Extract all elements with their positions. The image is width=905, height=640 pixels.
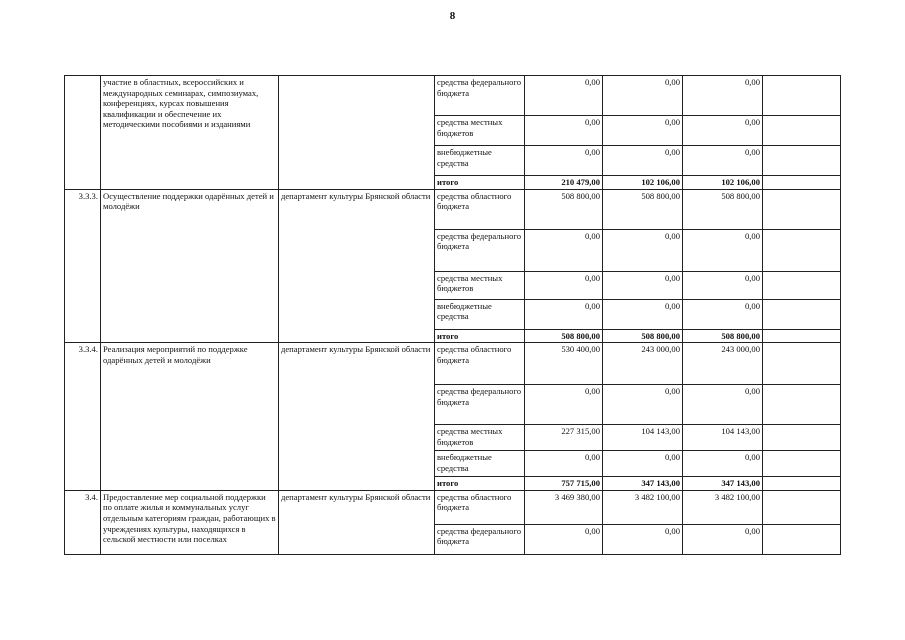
value-cell-3: 0,00 [683,524,763,554]
value-cell-2: 104 143,00 [603,425,683,451]
funding-source-cell: средства местных бюджетов [435,116,525,146]
funding-source-cell: средства областного бюджета [435,343,525,385]
value-cell-3: 3 482 100,00 [683,490,763,524]
value-cell-1: 227 315,00 [525,425,603,451]
executor-cell: департамент культуры Брянской области [279,189,435,343]
value-cell-2: 0,00 [603,146,683,176]
value-cell-3: 347 143,00 [683,477,763,491]
funding-source-cell: средства федерального бюджета [435,524,525,554]
value-cell-1: 530 400,00 [525,343,603,385]
value-cell-2: 508 800,00 [603,189,683,229]
value-cell-3: 0,00 [683,271,763,299]
table-body [65,76,841,555]
value-cell-2: 3 482 100,00 [603,490,683,524]
value-cell-2: 0,00 [603,229,683,271]
funding-source-cell: средства местных бюджетов [435,271,525,299]
executor-cell: департамент культуры Брянской области [279,343,435,491]
item-name-cell: Осуществление поддержки одарённых детей и молодёжи [101,189,279,343]
value-cell-2: 0,00 [603,76,683,116]
funding-source-cell: итого [435,176,525,190]
value-cell-3: 0,00 [683,116,763,146]
funding-source-cell: средства областного бюджета [435,189,525,229]
value-cell-1: 0,00 [525,116,603,146]
item-code-cell: 3.3.4. [65,343,101,491]
value-cell-2: 102 106,00 [603,176,683,190]
value-cell-2: 243 000,00 [603,343,683,385]
table-row [65,490,841,524]
value-cell-2: 508 800,00 [603,329,683,343]
empty-cell [763,451,841,477]
table-row [65,189,841,229]
value-cell-1: 0,00 [525,229,603,271]
empty-cell [763,524,841,554]
funding-source-cell: средства федерального бюджета [435,385,525,425]
value-cell-3: 0,00 [683,385,763,425]
empty-cell [763,116,841,146]
empty-cell [763,329,841,343]
funding-source-cell: внебюджетные средства [435,146,525,176]
page-number: 8 [449,10,456,22]
value-cell-1: 210 479,00 [525,176,603,190]
funding-source-cell: средства федерального бюджета [435,76,525,116]
value-cell-1: 0,00 [525,271,603,299]
value-cell-3: 104 143,00 [683,425,763,451]
executor-cell: департамент культуры Брянской области [279,490,435,554]
item-code-cell: 3.4. [65,490,101,554]
item-code-cell: 3.3.3. [65,189,101,343]
executor-cell [279,76,435,190]
value-cell-3: 0,00 [683,229,763,271]
value-cell-1: 0,00 [525,385,603,425]
value-cell-3: 508 800,00 [683,329,763,343]
value-cell-3: 0,00 [683,146,763,176]
funding-source-cell: внебюджетные средства [435,451,525,477]
funding-source-cell: средства областного бюджета [435,490,525,524]
funding-source-cell: итого [435,477,525,491]
funding-source-cell: средства федерального бюджета [435,229,525,271]
value-cell-2: 0,00 [603,299,683,329]
value-cell-2: 0,00 [603,116,683,146]
value-cell-3: 102 106,00 [683,176,763,190]
value-cell-2: 0,00 [603,524,683,554]
value-cell-2: 347 143,00 [603,477,683,491]
value-cell-1: 0,00 [525,76,603,116]
value-cell-2: 0,00 [603,385,683,425]
value-cell-2: 0,00 [603,271,683,299]
value-cell-1: 0,00 [525,146,603,176]
value-cell-1: 0,00 [525,524,603,554]
table-row [65,76,841,116]
empty-cell [763,189,841,229]
value-cell-3: 508 800,00 [683,189,763,229]
value-cell-1: 0,00 [525,299,603,329]
empty-cell [763,490,841,524]
value-cell-1: 508 800,00 [525,329,603,343]
empty-cell [763,299,841,329]
empty-cell [763,76,841,116]
empty-cell [763,425,841,451]
value-cell-3: 243 000,00 [683,343,763,385]
funding-source-cell: средства местных бюджетов [435,425,525,451]
funding-source-cell: итого [435,329,525,343]
value-cell-1: 508 800,00 [525,189,603,229]
item-name-cell: Предоставление мер социальной поддержки по оплате жилья и коммунальных услуг отдельным категориям граждан, работающих в учреждениях культуры, находящихся в сельской местности или поселках [101,490,279,554]
budget-table [64,75,841,555]
value-cell-3: 0,00 [683,299,763,329]
value-cell-3: 0,00 [683,76,763,116]
empty-cell [763,477,841,491]
item-code-cell [65,76,101,190]
empty-cell [763,343,841,385]
item-name-cell: Реализация мероприятий по поддержке одарённых детей и молодёжи [101,343,279,491]
empty-cell [763,385,841,425]
empty-cell [763,146,841,176]
empty-cell [763,176,841,190]
value-cell-1: 3 469 380,00 [525,490,603,524]
table-row [65,343,841,385]
empty-cell [763,271,841,299]
value-cell-1: 0,00 [525,451,603,477]
value-cell-1: 757 715,00 [525,477,603,491]
value-cell-3: 0,00 [683,451,763,477]
item-name-cell: участие в областных, всероссийских и международных семинарах, симпозиумах, конференциях, курсах повышения квалификации и обеспечение их методическими пособиями и изданиями [101,76,279,190]
value-cell-2: 0,00 [603,451,683,477]
empty-cell [763,229,841,271]
funding-source-cell: внебюджетные средства [435,299,525,329]
